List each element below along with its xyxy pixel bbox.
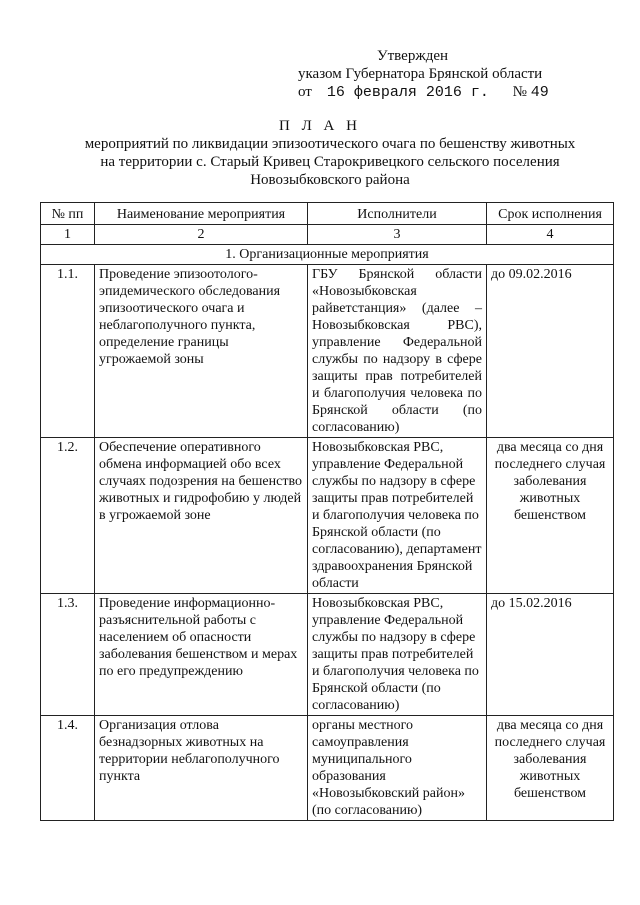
header-term: Срок исполнения (487, 203, 614, 225)
row-term: до 15.02.2016 (487, 594, 614, 716)
row-name: Организация отлова безнадзорных животных на территории неблагополучного пункта (95, 716, 308, 821)
row-num: 1.2. (41, 438, 95, 594)
column-number: 4 (487, 225, 614, 245)
table-row (41, 594, 614, 716)
row-executors: Новозыбковская РВС, управление Федеральной службы по надзору в сфере защиты прав потребителей и благополучия человека по Брянской области (по согласованию) (308, 594, 487, 716)
table-row (41, 438, 614, 594)
table-header-row (41, 203, 614, 225)
row-term: до 09.02.2016 (487, 265, 614, 438)
column-number: 3 (308, 225, 487, 245)
row-executors: Новозыбковская РВС, управление Федеральной службы по надзору в сфере защиты прав потребителей и благополучия человека по Брянской области (по согласованию), департамент здравоохранения Брянской области (308, 438, 487, 594)
number-label: № (512, 84, 527, 100)
plan-title: П Л А Н (279, 118, 361, 134)
column-number: 2 (95, 225, 308, 245)
from-label: от (298, 84, 312, 100)
column-number-row (41, 225, 614, 245)
table-row (41, 265, 614, 438)
plan-table (40, 202, 614, 821)
section-row (41, 245, 614, 265)
subtitle-line: мероприятий по ликвидации эпизоотического очага по бешенству животных (84, 136, 576, 152)
row-term: два месяца со дня последнего случая заболевания животных бешенством (487, 438, 614, 594)
row-num: 1.3. (41, 594, 95, 716)
row-name: Проведение информационно-разъяснительной работы с населением об опасности заболевания бешенством и мерах по его предупреждению (95, 594, 308, 716)
row-name: Обеспечение оперативного обмена информацией обо всех случаях подозрения на бешенство животных и гидрофобию у людей в угрожаемой зоне (95, 438, 308, 594)
row-executors: органы местного самоуправления муниципального образования «Новозыбковский район» (по согласованию) (308, 716, 487, 821)
header-num: № пп (41, 203, 95, 225)
header-name: Наименование мероприятия (95, 203, 308, 225)
row-name: Проведение эпизоотолого-эпидемического обследования эпизоотического очага и неблагополучного пункта, определение границы угрожаемой зоны (95, 265, 308, 438)
approval-block (298, 47, 598, 102)
section-title: 1. Организационные мероприятия (41, 245, 614, 265)
decree-number: 49 (530, 84, 549, 101)
row-num: 1.4. (41, 716, 95, 821)
column-number: 1 (41, 225, 95, 245)
table-row (41, 716, 614, 821)
approved-label: Утвержден (377, 48, 449, 64)
decree-line: указом Губернатора Брянской области (298, 66, 543, 82)
subtitle-line: Новозыбковского района (250, 172, 410, 188)
decree-date-line (298, 83, 598, 102)
decree-date: 16 февраля 2016 г. (326, 84, 489, 101)
subtitle-line: на территории с. Старый Кривец Старокривецкого сельского поселения (100, 154, 560, 170)
row-executors: ГБУ Брянской области «Новозыбковская райветстанция» (далее – Новозыбковская РВС), управление Федеральной службы по надзору в сфере защиты прав потребителей и благополучия человека по Брянской области (по согласованию) (308, 265, 487, 438)
header-executors: Исполнители (308, 203, 487, 225)
row-num: 1.1. (41, 265, 95, 438)
row-term: два месяца со дня последнего случая заболевания животных бешенством (487, 716, 614, 821)
plan-subtitle (40, 135, 620, 189)
